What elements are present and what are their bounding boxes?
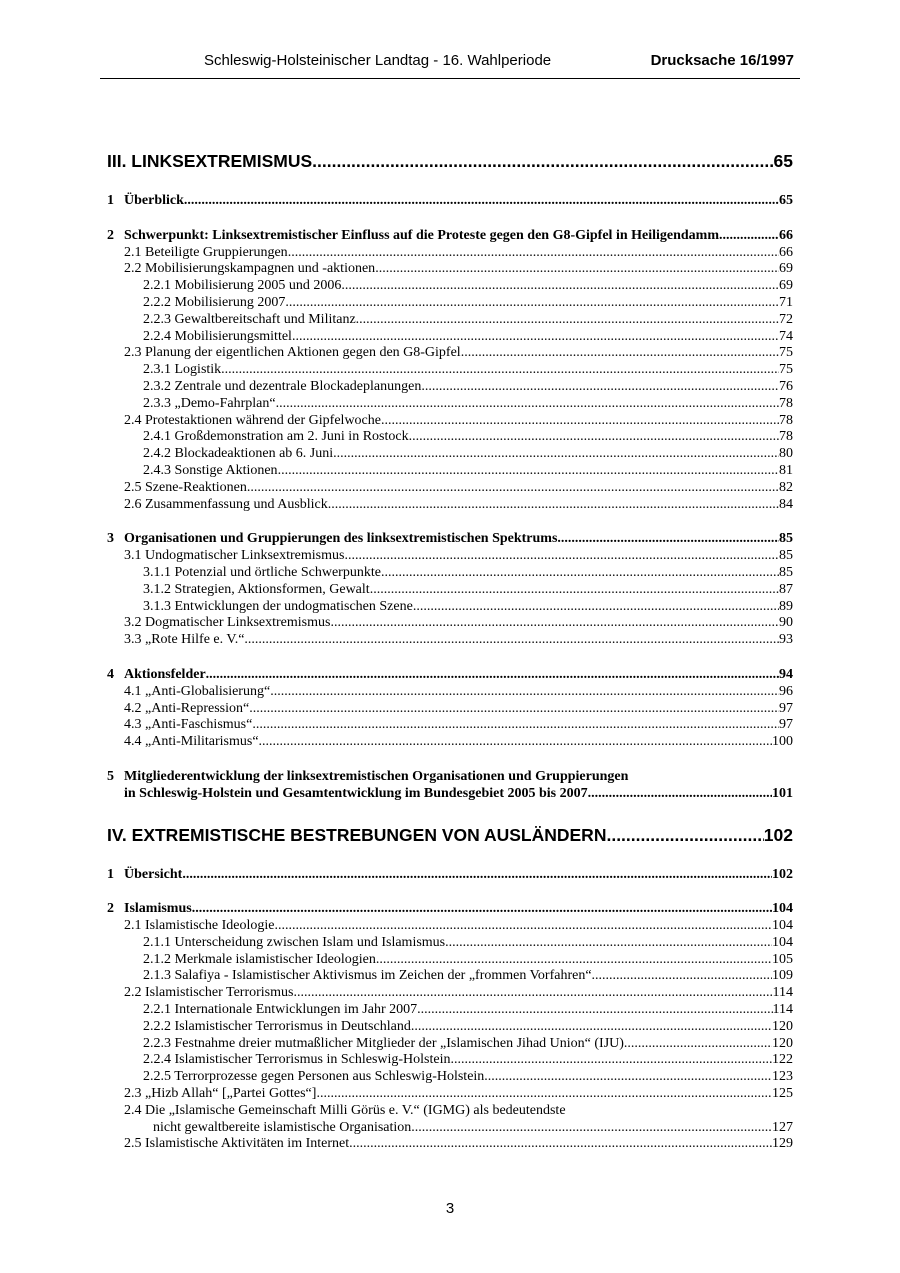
page-number: 3 [445, 1200, 455, 1217]
section-page: 101 [772, 785, 793, 801]
toc-entry: 2.2.3 Gewaltbereitschaft und Militanz ..... 72 [107, 312, 793, 329]
toc-section: 2 Islamismus ..... 104 [107, 901, 793, 918]
toc-entry: 2.2.5 Terrorprozesse gegen Personen aus Schleswig-Holstein ..... 123 [107, 1069, 793, 1086]
toc-section: 1 Übersicht ..... 102 [107, 867, 793, 884]
section-page: 65 [779, 193, 793, 208]
toc-entry: 2.3 Planung der eigentlichen Aktionen gegen den G8-Gipfel ..... 75 [107, 345, 793, 362]
toc-entry: 3.1 Undogmatischer Linksextremismus ..... 85 [107, 548, 793, 565]
toc-entry: 2.5 Szene-Reaktionen ..... 82 [107, 480, 793, 497]
toc-entry: 2.2.1 Mobilisierung 2005 und 2006 ..... 69 [107, 278, 793, 295]
toc-entry: 2.2.3 Festnahme dreier mutmaßlicher Mitglieder der „Islamischen Jihad Union“ (IJU) ..... 120 [107, 1036, 793, 1053]
page-header [100, 50, 800, 79]
chapter-title: III. LINKSEXTREMISMUS [107, 151, 313, 171]
toc-entry: 3.1.2 Strategien, Aktionsformen, Gewalt ..... 87 [107, 582, 793, 599]
toc-entry: 4.4 „Anti-Militarismus“ ..... 100 [107, 734, 793, 751]
toc-entry: 2.2 Mobilisierungskampagnen und -aktionen ..... 69 [107, 261, 793, 278]
toc-entry: 2.3.2 Zentrale und dezentrale Blockadeplanungen ..... 76 [107, 379, 793, 396]
section-page: 85 [779, 531, 793, 547]
toc-section: 3 Organisationen und Gruppierungen des linksextremistischen Spektrums ..... 85 [107, 531, 793, 548]
toc-entry: 2.1 Islamistische Ideologie ..... 104 [107, 918, 793, 935]
section-page: 66 [779, 227, 793, 243]
toc-section-multiline: 5 Mitgliederentwicklung der linksextremistischen Organisationen und Gruppierungen [107, 768, 629, 784]
chapter-heading [107, 146, 793, 176]
section-title-line1: Mitgliederentwicklung der linksextremistischen Organisationen und Gruppierungen [124, 768, 629, 784]
toc-entry: 2.3.3 „Demo-Fahrplan“ ..... 78 [107, 396, 793, 413]
header-doc-number: Drucksache 16/1997 [650, 52, 794, 69]
toc-entry-multiline: 2.4 Die „Islamische Gemeinschaft Milli Görüs e. V.“ (IGMG) als bedeutendste [124, 1102, 566, 1118]
toc-entry: 2.1.1 Unterscheidung zwischen Islam und Islamismus ..... 104 [107, 935, 793, 952]
toc-entry: 4.1 „Anti-Globalisierung“ ..... 96 [107, 684, 793, 701]
toc-entry: 2.2.4 Islamistischer Terrorismus in Schleswig-Holstein ..... 122 [107, 1052, 793, 1069]
toc-section: 4 Aktionsfelder ..... 94 [107, 667, 793, 684]
toc-entry: 2.4.3 Sonstige Aktionen ..... 81 [107, 463, 793, 480]
toc-entry: 2.1 Beteiligte Gruppierungen ..... 66 [107, 245, 793, 262]
toc-entry: 2.2.4 Mobilisierungsmittel ..... 74 [107, 329, 793, 346]
section-title: Organisationen und Gruppierungen des linksextremistischen Spektrums [124, 531, 558, 547]
chapter-heading [107, 820, 793, 850]
chapter-page: 65 [773, 151, 793, 171]
toc-entry: 3.1.3 Entwicklungen der undogmatischen Szene ..... 89 [107, 599, 793, 616]
chapter-page: 102 [763, 824, 793, 845]
section-title: Schwerpunkt: Linksextremistischer Einfluss auf die Proteste gegen den G8-Gipfel in Heiligendamm [124, 227, 720, 243]
toc-entry: 2.4.1 Großdemonstration am 2. Juni in Rostock ..... 78 [107, 429, 793, 446]
toc-entry: 3.2 Dogmatischer Linksextremismus ..... 90 [107, 615, 793, 632]
section-title: Überblick [124, 193, 184, 208]
toc-entry-continuation: nicht gewaltbereite islamistische Organisation ..... 127 [107, 1120, 793, 1137]
table-of-contents [107, 146, 793, 1153]
toc-section: 2 Schwerpunkt: Linksextremistischer Einfluss auf die Proteste gegen den G8-Gipfel in Heiligendamm ..... 66 [107, 228, 793, 245]
section-page: 104 [772, 901, 793, 917]
toc-entry: 2.1.3 Salafiya - Islamistischer Aktivismus im Zeichen der „frommen Vorfahren“ ..... 109 [107, 968, 793, 985]
section-title: Aktionsfelder [124, 666, 206, 682]
toc-entry: 2.3.1 Logistik ..... 75 [107, 362, 793, 379]
toc-entry: 2.1.2 Merkmale islamistischer Ideologien ..... 105 [107, 952, 793, 969]
toc-entry: 2.4.2 Blockadeaktionen ab 6. Juni ..... 80 [107, 446, 793, 463]
toc-entry: 2.4 Protestaktionen während der Gipfelwoche ..... 78 [107, 413, 793, 430]
section-page: 102 [772, 866, 793, 882]
toc-entry: 2.2.2 Mobilisierung 2007 ..... 71 [107, 295, 793, 312]
section-title: Islamismus [124, 901, 192, 917]
header-title: Schleswig-Holsteinischer Landtag - 16. Wahlperiode [204, 52, 552, 69]
toc-entry: 2.2.1 Internationale Entwicklungen im Jahr 2007 ..... 114 [107, 1002, 793, 1019]
toc-entry: 2.3 „Hizb Allah“ [„Partei Gottes“] ..... 125 [107, 1086, 793, 1103]
chapter-title: IV. EXTREMISTISCHE BESTREBUNGEN VON AUSLÄNDERN [107, 824, 607, 845]
toc-entry: 2.2 Islamistischer Terrorismus ..... 114 [107, 985, 793, 1002]
toc-entry: 4.3 „Anti-Faschismus“ ..... 97 [107, 717, 793, 734]
toc-entry: 2.6 Zusammenfassung und Ausblick ..... 84 [107, 497, 793, 514]
toc-entry: 3.1.1 Potenzial und örtliche Schwerpunkte ..... 85 [107, 565, 793, 582]
toc-section: 1 Überblick ..... 65 [107, 193, 793, 210]
toc-entry: 2.2.2 Islamistischer Terrorismus in Deutschland ..... 120 [107, 1019, 793, 1036]
section-title: Übersicht [124, 866, 183, 882]
toc-entry: 3.3 „Rote Hilfe e. V.“ ..... 93 [107, 632, 793, 649]
toc-entry: 4.2 „Anti-Repression“ ..... 97 [107, 701, 793, 718]
toc-entry: 2.5 Islamistische Aktivitäten im Internet ..... 129 [107, 1136, 793, 1153]
section-page: 94 [779, 666, 793, 682]
toc-section-continuation [107, 786, 793, 803]
section-title-line2: in Schleswig-Holstein und Gesamtentwicklung im Bundesgebiet 2005 bis 2007 [124, 785, 588, 801]
